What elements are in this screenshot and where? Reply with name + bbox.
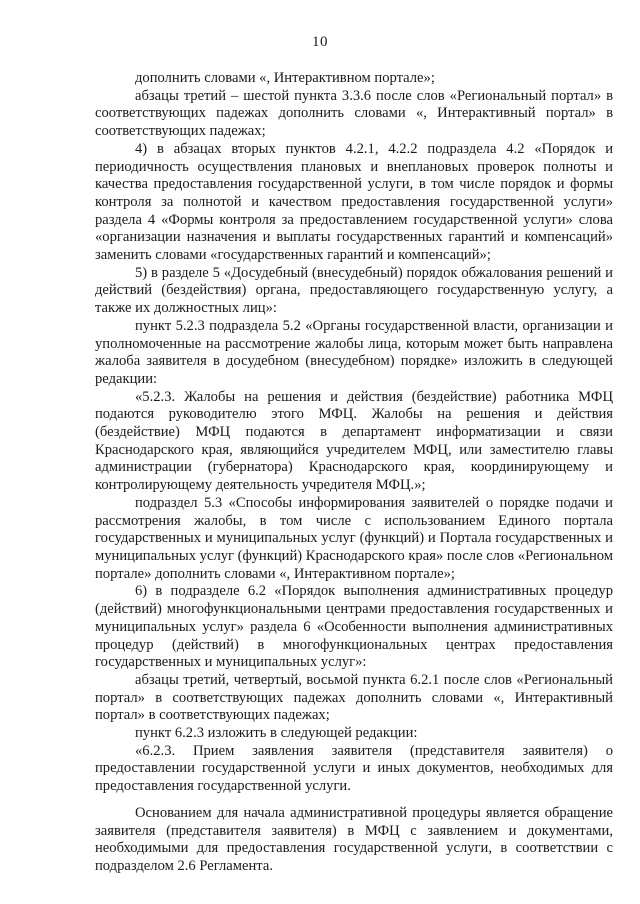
paragraph: пункт 6.2.3 изложить в следующей редакции: (135, 725, 418, 742)
paragraph: Основанием для начала административной процедуры является обращение заявителя (представителя заявителя) в МФЦ с заявлением и документами, необходимыми для предоставления государственной услуги, в соответствии с подразделом 2.6 Регламента. (95, 804, 613, 874)
paragraph: абзацы третий – шестой пункта 3.3.6 после слов «Региональный портал» в соответствующих падежах дополнить словами «, Интерактивный портал» в соответствующих падежах; (95, 87, 613, 140)
page-number: 10 (312, 34, 328, 50)
paragraph: 5) в разделе 5 «Досудебный (внесудебный) порядок обжалования решений и действий (бездействия) органа, предоставляющего государственную услугу, а также их должностных лиц»: (95, 264, 613, 317)
paragraph: дополнить словами «, Интерактивном портале»; (135, 70, 435, 86)
paragraph: подраздел 5.3 «Способы информирования заявителей о порядке подачи и рассмотрения жалобы, в том числе с использованием Единого портала государственных и муниципальных услуг (функций) и Портала государственных и муниципальных услуг (функций) Краснодарского края» после слов «Региональном портале» дополнить словами «, Интерактивном портале»; (95, 494, 614, 582)
paragraph: пункт 5.2.3 подраздела 5.2 «Органы государственной власти, организации и уполномоченные на рассмотрение жалобы лица, которым может быть направлена жалоба заявителя в досудебном (внесудебном) порядке» изложить в следующей редакции: (95, 317, 613, 387)
paragraph: «5.2.3. Жалобы на решения и действия (бездействие) работника МФЦ подаются руководителю этого МФЦ. Жалобы на решения и действия (бездействие) МФЦ подаются в департамент информатизации и связи Краснодарского края, являющийся учредителем МФЦ, или заместителю главы администрации (губернатора) Краснодарского края, координирующему и контролирующему деятельность учредителя МФЦ.»; (95, 388, 613, 494)
paragraph: 6) в подразделе 6.2 «Порядок выполнения административных процедур (действий) многофункциональными центрами предоставления государственных и муниципальных услуг» раздела 6 «Особенности выполнения административных процедур (действий) в многофункциональных центрах предоставления государственных и муниципальных услуг»: (95, 583, 613, 671)
paragraph: 4) в абзацах вторых пунктов 4.2.1, 4.2.2 подраздела 4.2 «Порядок и периодичность осуществления плановых и внеплановых проверок полноты и качества предоставления государственной услуги, в том числе порядок и формы контроля за полнотой и качеством предоставления государственной услуги» раздела 4 «Формы контроля за предоставлением государственной услуги» слова «организации назначения и выплаты государственных гарантий и компенсаций» заменить словами «государственных гарантий и компенсаций»; (95, 140, 613, 264)
document-body (95, 70, 613, 876)
paragraph: абзацы третий, четвертый, восьмой пункта 6.2.1 после слов «Региональный портал» в соответствующих падежах дополнить словами «, Интерактивный портал» в соответствующих падежах; (95, 671, 613, 724)
paragraph: «6.2.3. Прием заявления заявителя (представителя заявителя) о предоставлении государственной услуги и иных документов, необходимых для предоставления государственной услуги. (95, 742, 613, 795)
